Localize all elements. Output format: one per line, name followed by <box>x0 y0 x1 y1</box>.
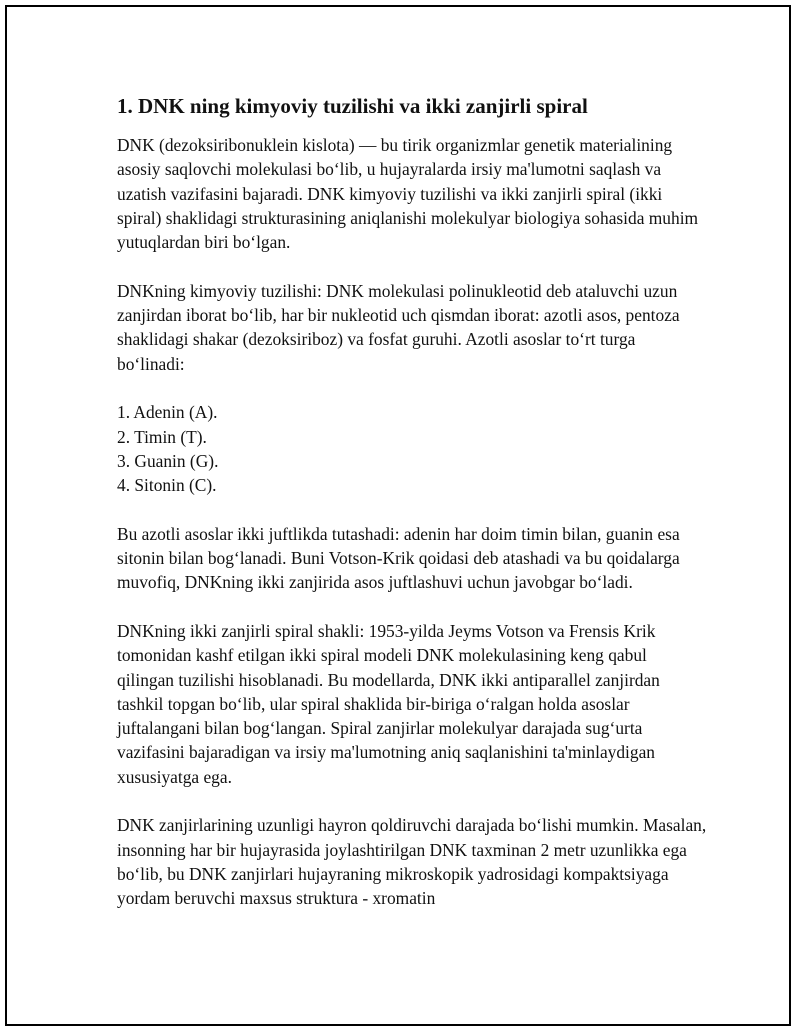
paragraph-base-pairing: Bu azotli asoslar ikki juftlikda tutashadi: adenin har doim timin bilan, guanin esa sitonin bilan bog‘lanadi. Buni Votson-Krik qoidasi deb atashadi va bu qoidalarga muvofiq, DNKning ikki zanjirida asos juftlashuvi uchun javobgar bo‘ladi. <box>117 523 680 593</box>
list-item: 4. Sitonin (C). <box>117 475 217 496</box>
paragraph-intro: DNK (dezoksiribonuklein kislota) — bu tirik organizmlar genetik materialining asosiy saqlovchi molekulasi bo‘lib, u hujayralarda irsiy ma'lumotni saqlash va uzatish vazifasini bajaradi. DNK kimyoviy tuzilishi va ikki zanjirli spiral (ikki spiral) shaklidagi strukturasining aniqlanishi molekulyar biologiya sohasida muhim yutuqlardan biri bo‘lgan. <box>117 135 699 253</box>
paragraph-chemical-structure: DNKning kimyoviy tuzilishi: DNK molekulasi polinukleotid deb ataluvchi uzun zanjirdan iborat bo‘lib, har bir nukleotid uch qismdan iborat: azotli asos, pentoza shaklidagi shakar (dezoksiriboz) va fosfat guruhi. Azotli asoslar to‘rt turga bo‘linadi: <box>117 280 680 374</box>
paragraph-dna-length: DNK zanjirlarining uzunligi hayron qoldiruvchi darajada bo‘lishi mumkin. Masalan, insonning har bir hujayrasida joylashtirilgan DNK taxminan 2 metr uzunlikka ega bo‘lib, bu DNK zanjirlari hujayraning mikroskopik yadrosidagi kompaktsiyaga yordam beruvchi maxsus struktura - xromatin <box>117 815 707 909</box>
nitrogen-bases-list <box>117 400 707 497</box>
list-item: 3. Guanin (G). <box>117 450 219 471</box>
section-title: 1. DNK ning kimyoviy tuzilishi va ikki zanjirli spiral <box>117 94 588 118</box>
list-item: 2. Timin (T). <box>117 426 207 447</box>
paragraph-double-helix: DNKning ikki zanjirli spiral shakli: 1953-yilda Jeyms Votson va Frensis Krik tomonidan kashf etilgan ikki spiral modeli DNK molekulasining keng qabul qilingan tuzilishi hisoblanadi. Bu modellarda, DNK ikki antiparallel zanjirdan tashkil topgan bo‘lib, ular spiral shaklida bir-biriga o‘ralgan holda asoslar juftalangani bilan bog‘langan. Spiral zanjirlar molekulyar darajada sug‘urta vazifasini bajaradigan va irsiy ma'lumotning aniq saqlanishini ta'minlaydigan xususiyatga ega. <box>117 620 660 787</box>
list-item: 1. Adenin (A). <box>117 402 218 423</box>
document-body <box>117 93 707 935</box>
